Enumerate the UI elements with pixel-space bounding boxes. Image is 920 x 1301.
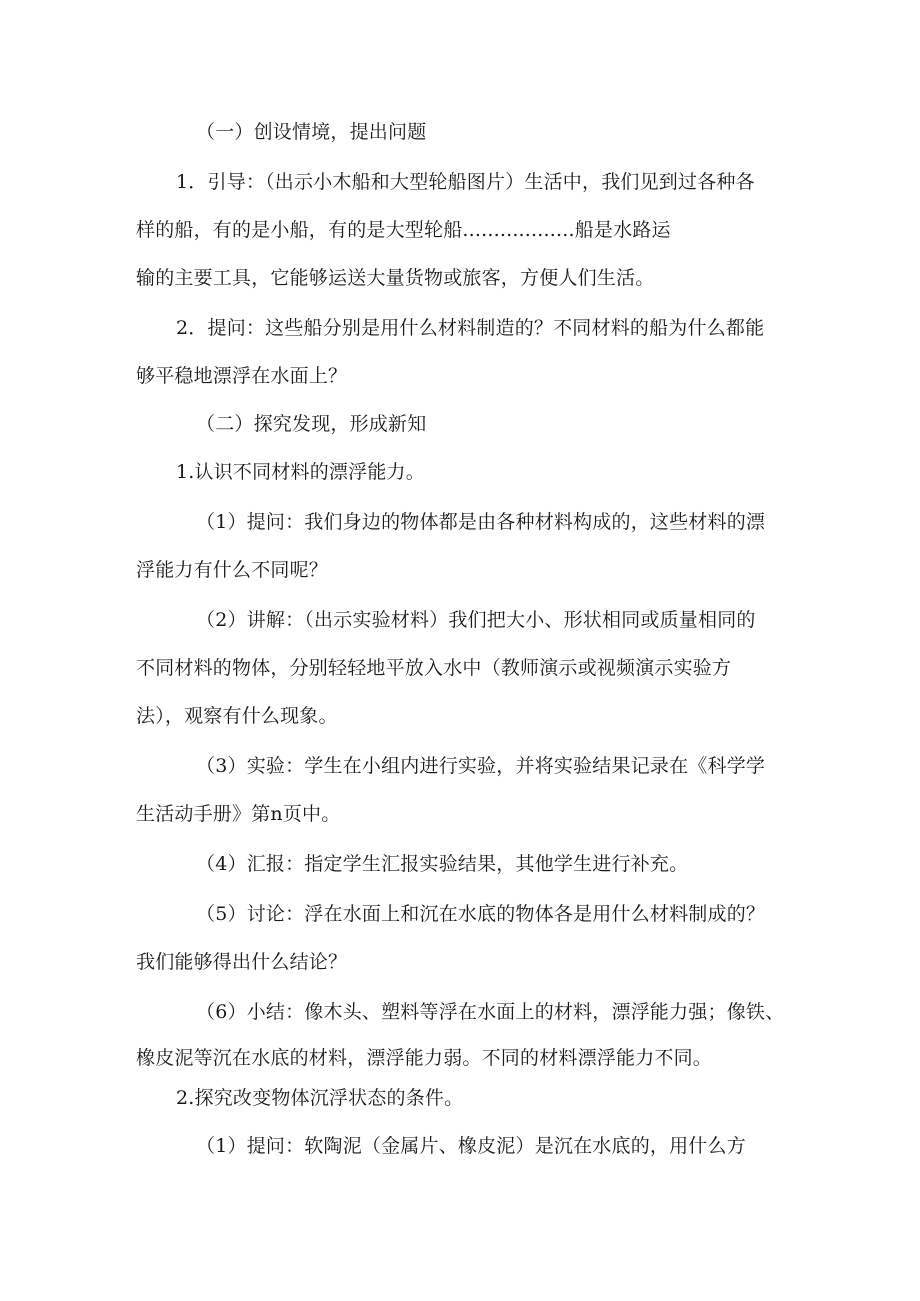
paragraph-line: 1．引导：（出示小木船和大型轮船图片）生活中，我们见到过各种各 xyxy=(176,171,755,193)
paragraph-line: 法），观察有什么现象。 xyxy=(136,705,338,727)
subheading-line: 1.认识不同材料的漂浮能力。 xyxy=(176,461,425,483)
paragraph-line: 我们能够得出什么结论？ xyxy=(136,951,348,973)
section-heading-2: （二）探究发现，形成新知 xyxy=(196,413,427,435)
paragraph-line: 浮能力有什么不同呢？ xyxy=(136,559,329,581)
paragraph-line: 生活动手册》第n页中。 xyxy=(136,803,341,825)
paragraph-line: 够平稳地漂浮在水面上？ xyxy=(136,365,348,387)
paragraph-line: 不同材料的物体，分别轻轻地平放入水中（教师演示或视频演示实验方 xyxy=(136,657,732,679)
section-heading-1: （一）创设情境，提出问题 xyxy=(196,121,427,143)
paragraph-line: 橡皮泥等沉在水底的材料，漂浮能力弱。不同的材料漂浮能力不同。 xyxy=(136,1047,713,1069)
subheading-line: 2.探究改变物体沉浮状态的条件。 xyxy=(176,1087,464,1109)
paragraph-line: （4）汇报：指定学生汇报实验结果，其他学生进行补充。 xyxy=(196,853,689,875)
paragraph-line: 输的主要工具，它能够运送大量货物或旅客，方便人们生活。 xyxy=(136,267,655,289)
paragraph-line: （5）讨论：浮在水面上和沉在水底的物体各是用什么材料制成的？ xyxy=(196,903,766,925)
paragraph-line: 样的船，有的是小船，有的是大型轮船..................船是水路运 xyxy=(136,219,671,241)
paragraph-line: （1）提问：软陶泥（金属片、橡皮泥）是沉在水底的，用什么方 xyxy=(196,1135,746,1157)
paragraph-line: （3）实验：学生在小组内进行实验，并将实验结果记录在《科学学 xyxy=(196,755,766,777)
paragraph-line: （1）提问：我们身边的物体都是由各种材料构成的，这些材料的漂 xyxy=(196,511,766,533)
paragraph-line: （6）小结：像木头、塑料等浮在水面上的材料，漂浮能力强；像铁、 xyxy=(196,1001,785,1023)
paragraph-line: （2）讲解：（出示实验材料）我们把大小、形状相同或质量相同的 xyxy=(196,609,756,631)
paragraph-line: 2．提问：这些船分别是用什么材料制造的？不同材料的船为什么都能 xyxy=(176,317,765,339)
